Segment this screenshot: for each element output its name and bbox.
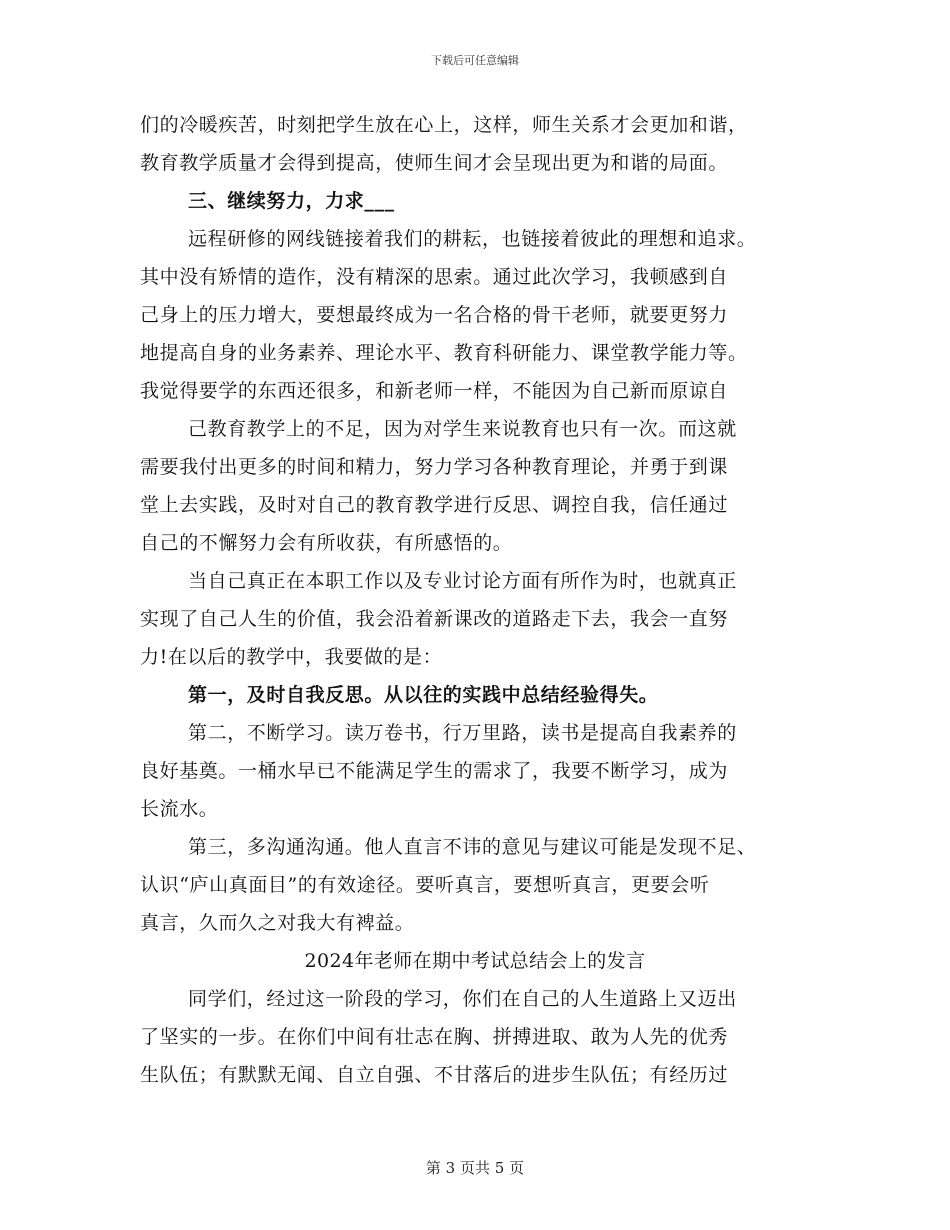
body-line: 认识“庐山真面目”的有效途径。要听真言，要想听真言，更要会听 (140, 874, 710, 896)
body-line: 堂上去实践，及时对自己的教育教学进行反思、调控自我，信任通过 (140, 494, 729, 516)
body-line: 远程研修的网线链接着我们的耕耘，也链接着彼此的理想和追求。 (188, 228, 757, 250)
body-line: 需要我付出更多的时间和精力，努力学习各种教育理论，并勇于到课 (140, 456, 729, 478)
body-line: 同学们，经过这一阶段的学习，你们在自己的人生道路上又迈出 (188, 988, 737, 1010)
body-line: 第三，多沟通沟通。他人直言不讳的意见与建议可能是发现不足、 (188, 836, 757, 858)
body-line: 我觉得要学的东西还很多，和新老师一样，不能因为自己新而原谅自 (140, 380, 729, 402)
body-line: 良好基奠。一桶水早已不能满足学生的需求了，我要不断学习，成为 (140, 760, 729, 782)
body-line: 真言，久而久之对我大有裨益。 (140, 912, 415, 934)
body-line: 第二，不断学习。读万卷书，行万里路，读书是提高自我素养的 (188, 722, 737, 744)
body-line: 生队伍；有默默无闻、自立自强、不甘落后的进步生队伍；有经历过 (140, 1064, 729, 1086)
body-line: 地提高自身的业务素养、理论水平、教育科研能力、课堂教学能力等。 (140, 342, 748, 364)
body-line: 了坚实的一步。在你们中间有壮志在胸、拼搏进取、敢为人先的优秀 (140, 1026, 729, 1048)
body-line: 教育教学质量才会得到提高，使师生间才会呈现出更为和谐的局面。 (140, 152, 729, 174)
body-line: 自己的不懈努力会有所收获，有所感悟的。 (140, 532, 513, 554)
section-heading: 三、继续努力，力求___ (188, 190, 395, 212)
body-line: 己身上的压力增大，要想最终成为一名合格的骨干老师，就要更努力 (140, 304, 729, 326)
page-header: 下载后可任意编辑 (431, 54, 519, 67)
body-line: 们的冷暖疾苦，时刻把学生放在心上，这样，师生关系才会更加和谐， (140, 114, 748, 136)
bold-point-one: 第一，及时自我反思。从以往的实践中总结经验得失。 (188, 684, 659, 706)
body-line: 长流水。 (140, 798, 219, 820)
body-line: 其中没有矫情的造作，没有精深的思索。通过此次学习，我顿感到自 (140, 266, 729, 288)
body-line: 己教育教学上的不足，因为对学生来说教育也只有一次。而这就 (188, 418, 737, 440)
speech-title: 2024年老师在期中考试总结会上的发言 (304, 950, 646, 972)
body-line: 力!在以后的教学中，我要做的是： (140, 646, 443, 668)
body-line: 当自己真正在本职工作以及专业讨论方面有所作为时，也就真正 (188, 570, 737, 592)
body-line: 实现了自己人生的价值，我会沿着新课改的道路走下去，我会一直努 (140, 608, 729, 630)
page-footer: 第 3 页共 5 页 (425, 1159, 525, 1177)
